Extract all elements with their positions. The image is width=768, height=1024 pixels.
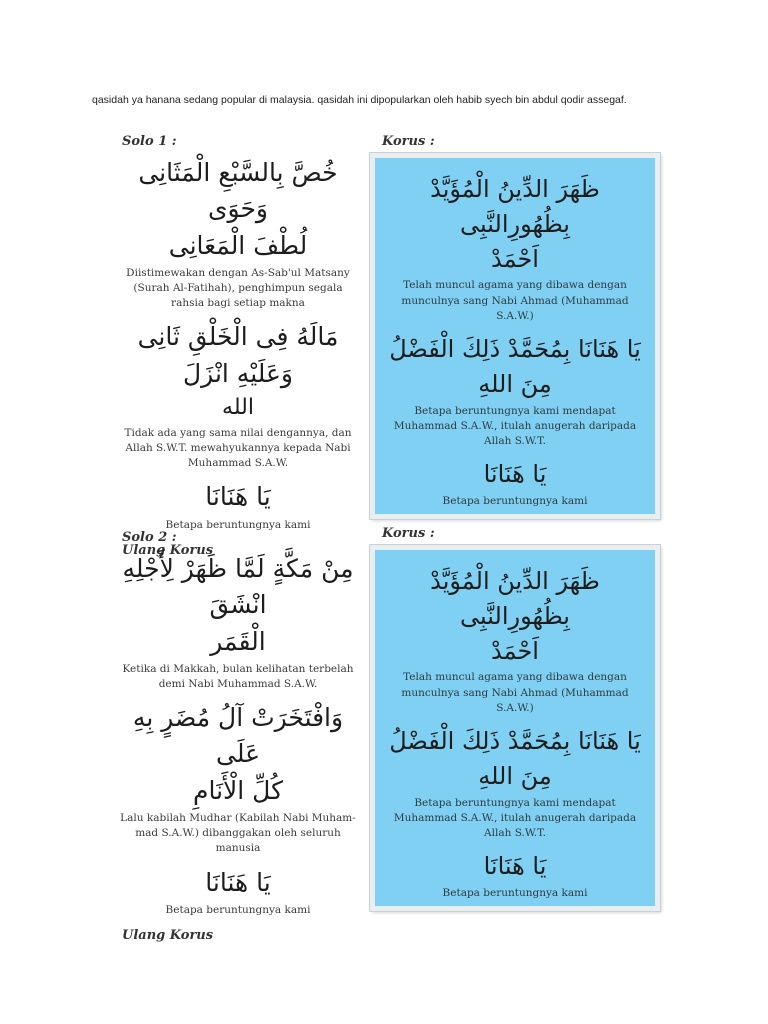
korus-2-box bbox=[370, 545, 660, 911]
solo-2-arabic-line-1: مِنْ مَكَّةٍ لَمَّا ظَهَرْ لِأَجْلِهِ انْشَقَ bbox=[122, 554, 354, 620]
korus-2-translation-3: Betapa beruntungnya kami bbox=[442, 887, 588, 900]
korus-1-arabic-line-1: ظَهَرَ الدِّينُ الْمُؤَيَّدْ بِظُهُورِالنَّبِى bbox=[430, 175, 600, 238]
korus-2-translation-2: Betapa beruntungnya kami mendapat Muhammad S.A.W., itulah anugerah daripada Allah S.W.T. bbox=[393, 796, 637, 840]
solo-1-arabic-line-5: يَا هَنَانَا bbox=[205, 482, 271, 512]
solo-2-section bbox=[118, 530, 358, 943]
korus-1-section bbox=[370, 134, 660, 519]
korus-1-arabic-line-2: اَحْمَدْ bbox=[491, 244, 539, 273]
solo-1-translation-1: Diistimewakan dengan As-Sab'ul Matsany (Surah Al-Fatihah), penghimpun segala rahsia bagi setiap makna bbox=[126, 266, 350, 310]
solo-1-arabic-line-4: الله bbox=[222, 394, 254, 420]
solo-1-translation-2: Tidak ada yang sama nilai dengannya, dan Allah S.W.T. mewahyukannya kepada Nabi Muhammad S.A.W. bbox=[124, 426, 352, 470]
korus-2-arabic-line-1: ظَهَرَ الدِّينُ الْمُؤَيَّدْ بِظُهُورِالنَّبِى bbox=[430, 567, 600, 630]
korus-1-translation-1: Telah muncul agama yang dibawa dengan munculnya sang Nabi Ahmad (Muhammad S.A.W.) bbox=[401, 279, 629, 322]
korus-2-arabic-line-2: اَحْمَدْ bbox=[491, 636, 539, 665]
solo-2-translation-2: Lalu kabilah Mudhar (Kabilah Nabi Muham-mad S.A.W.) dibanggakan oleh seluruh manusia bbox=[120, 811, 356, 855]
korus-1-box bbox=[370, 153, 660, 519]
solo-2-translation-1: Ketika di Makkah, bulan kelihatan terbelah demi Nabi Muhammad S.A.W. bbox=[122, 662, 354, 690]
korus-1-arabic-line-3: يَا هَنَانَا بِمُحَمَّدْ ذَلِكَ الْفَضْلُ مِنَ اللهِ bbox=[389, 335, 641, 398]
solo-2-arabic-line-2: الْقَمَر bbox=[210, 626, 266, 656]
korus-2-section bbox=[370, 526, 660, 911]
korus-1-translation-3: Betapa beruntungnya kami bbox=[442, 495, 588, 508]
korus-2-arabic-line-4: يَا هَنَانَا bbox=[483, 852, 547, 881]
korus-2-arabic-line-3: يَا هَنَانَا بِمُحَمَّدْ ذَلِكَ الْفَضْلُ مِنَ اللهِ bbox=[389, 727, 641, 790]
solo-2-arabic-line-3: وَافْتَخَرَتْ آلُ مُضَرٍ بِهِ عَلَى bbox=[132, 703, 344, 769]
korus-2-label: Korus : bbox=[382, 526, 435, 541]
solo-1-section bbox=[118, 134, 358, 558]
solo-1-heading: Solo 1 : bbox=[122, 134, 177, 149]
korus-1-translation-2: Betapa beruntungnya kami mendapat Muhammad S.A.W., itulah anugerah daripada Allah S.W.T. bbox=[393, 404, 637, 448]
korus-2-translation-1: Telah muncul agama yang dibawa dengan munculnya sang Nabi Ahmad (Muhammad S.A.W.) bbox=[401, 671, 629, 714]
korus-1-arabic-line-4: يَا هَنَانَا bbox=[483, 460, 547, 489]
solo-2-heading: Solo 2 : bbox=[122, 530, 177, 545]
solo-2-arabic-line-4: كُلِّ الْأَنَامِ bbox=[192, 775, 284, 805]
solo-2-arabic-line-5: يَا هَنَانَا bbox=[205, 867, 271, 897]
solo-1-ulang-korus: Ulang Korus bbox=[122, 542, 214, 558]
solo-1-arabic-line-2: لُطْفَ الْمَعَانِى bbox=[168, 230, 308, 260]
korus-1-label: Korus : bbox=[382, 134, 435, 149]
solo-1-translation-3: Betapa beruntungnya kami bbox=[165, 518, 311, 531]
solo-2-translation-3: Betapa beruntungnya kami bbox=[165, 903, 311, 916]
solo-2-ulang-korus: Ulang Korus bbox=[122, 928, 214, 944]
intro-text: qasidah ya hanana sedang popular di malaysia. qasidah ini dipopularkan oleh habib syech bin abdul qodir assegaf. bbox=[92, 94, 627, 106]
solo-1-arabic-line-3: مَالَهُ فِى الْخَلْقِ ثَانِى وَعَلَيْهِ انْزَلَ bbox=[137, 322, 339, 388]
solo-1-arabic-line-1: خُصَّ بِالسَّبْعِ الْمَثَانِى وَحَوَى bbox=[138, 158, 338, 224]
